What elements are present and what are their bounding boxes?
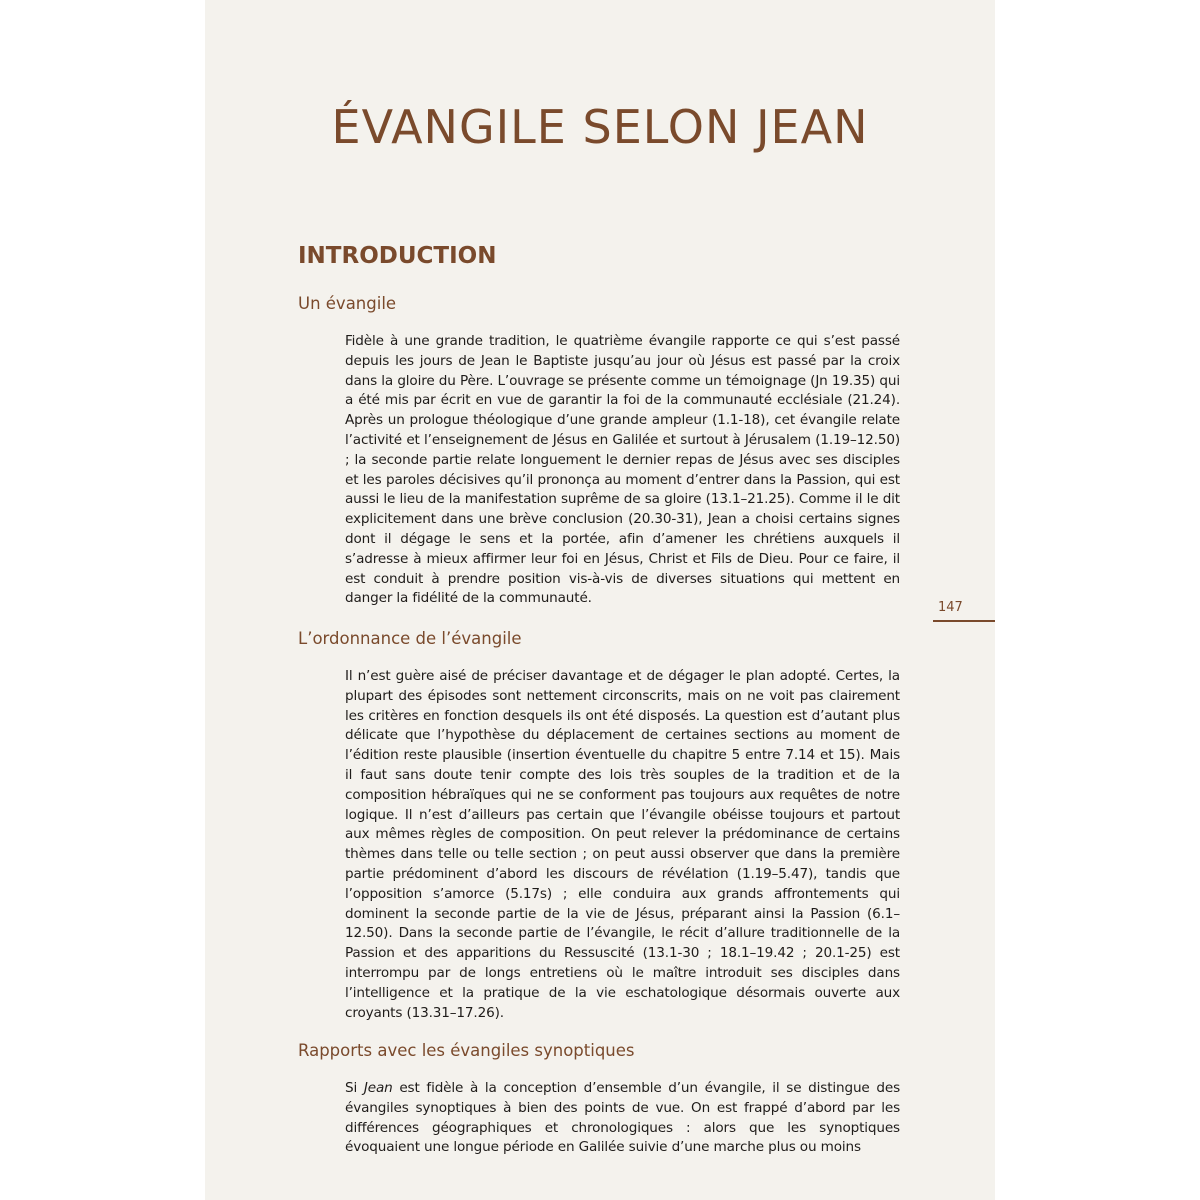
paragraph-rest: est fidèle à la conception d’ensemble d’un évangile, il se distingue des évangiles synoptiques à bien des points de vue. On est frappé d’abord par les différences géographiques et chronologiques : alors que les synoptiques évoquaient une longue période en Galilée suivie d’une marche plus ou moins <box>345 1080 901 1156</box>
paragraph-ordonnance: Il n’est guère aisé de préciser davantage et de dégager le plan adopté. Certes, la plupart des épisodes sont nettement circonscrits, mais on ne voit pas clairement les critères en fonction desquels ils ont été disposés. La question est d’autant plus délicate que l’hypothèse du déplacement de certaines sections au moment de l’édition reste plausible (insertion éventuelle du chapitre 5 entre 7.14 et 15). Mais il faut sans doute tenir compte des lois très souples de la tradition et de la composition hébraïques qui ne se conforment pas toujours aux requêtes de notre logique. Il n’est d’ailleurs pas certain que l’évangile obéisse toujours et partout aux mêmes règles de composition. On peut relever la prédominance de certains thèmes dans telle ou telle section ; on peut aussi observer que dans la première partie prédominent d’abord les discours de révélation (1.19–5.47), tandis que l’opposition s’amorce (5.17s) ; elle conduira aux grands affrontements qui dominent la seconde partie de la vie de Jésus, préparant ainsi la Passion (6.1–12.50). Dans la seconde partie de l’évangile, le récit d’allure traditionnelle de la Passion et des apparitions du Ressuscité (13.1-30 ; 18.1–19.42 ; 20.1-25) est interrompu par de longs entretiens où le maître introduit ses disciples dans l’intelligence et la pratique de la vie eschatologique désormais ouverte aux croyants (13.31–17.26). <box>345 668 900 1021</box>
paragraph-lead: Si <box>345 1080 364 1096</box>
introduction-heading: INTRODUCTION <box>298 243 497 269</box>
book-name-jean: Jean <box>363 1080 393 1096</box>
paragraph-synoptiques <box>345 1079 900 1158</box>
page-number: 147 <box>938 600 963 615</box>
subheading-synoptiques: Rapports avec les évangiles synoptiques <box>298 1041 635 1060</box>
book-page <box>205 0 995 1200</box>
book-title: ÉVANGILE SELON JEAN <box>331 100 869 154</box>
subheading-un-evangile: Un évangile <box>298 294 397 313</box>
paragraph-un-evangile: Fidèle à une grande tradition, le quatrième évangile rapporte ce qui s’est passé depuis les jours de Jean le Baptiste jusqu’au jour où Jésus est passé par la croix dans la gloire du Père. L’ouvrage se présente comme un témoignage (Jn 19.35) qui a été mis par écrit en vue de garantir la foi de la communauté ecclésiale (21.24). Après un prologue théologique d’une grande ampleur (1.1-18), cet évangile relate l’activité et l’enseignement de Jésus en Galilée et surtout à Jérusalem (1.19–12.50) ; la seconde partie relate longuement le dernier repas de Jésus avec ses disciples et les paroles décisives qu’il prononça au moment d’entrer dans la Passion, qui est aussi le lieu de la manifestation suprême de sa gloire (13.1–21.25). Comme il le dit explicitement dans une brève conclusion (20.30-31), Jean a choisi certains signes dont il dégage le sens et la portée, afin d’amener les chrétiens auxquels il s’adresse à mieux affirmer leur foi en Jésus, Christ et Fils de Dieu. Pour ce faire, il est conduit à prendre position vis-à-vis de diverses situations qui mettent en danger la fidélité de la communauté. <box>345 333 900 607</box>
page-number-rule <box>933 620 995 622</box>
subheading-ordonnance: L’ordonnance de l’évangile <box>298 629 522 648</box>
